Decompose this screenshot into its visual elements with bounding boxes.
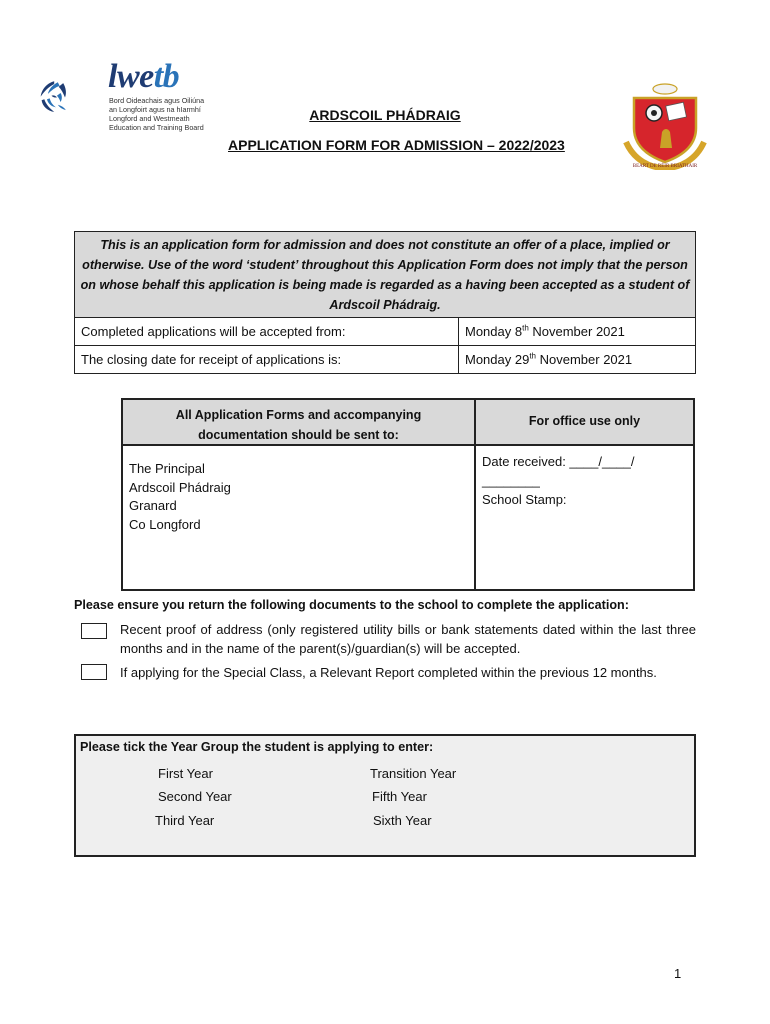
date-received-field[interactable]: Date received: ____/____/: [482, 454, 635, 469]
table-row: [75, 346, 695, 373]
send-to-column: [123, 400, 476, 589]
special-class-report-item: If applying for the Special Class, a Relevant Report completed within the previous 12 months.: [120, 665, 657, 680]
page-number: 1: [674, 966, 682, 981]
logo-subtitle: Bord Oideachais agus Oiliúna an Longfoirt agus na hIarmhí Longford and Westmeath Education and Training Board: [109, 96, 205, 132]
info-table: [74, 231, 696, 374]
proof-of-address-checkbox[interactable]: [81, 623, 107, 639]
office-use-header: For office use only: [476, 400, 693, 446]
option-first-year[interactable]: First Year: [158, 766, 213, 781]
documents-title: Please ensure you return the following documents to the school to complete the application:: [74, 598, 629, 612]
logo-wordmark: lwetb: [108, 58, 180, 95]
school-name: ARDSCOIL PHÁDRAIG: [309, 107, 461, 123]
special-class-report-checkbox[interactable]: [81, 664, 107, 680]
closing-date-value: Monday 29th November 2021: [465, 351, 633, 367]
office-use-column: [476, 400, 693, 589]
svg-text:BEART DE RÉIR BRIATHAIR: BEART DE RÉIR BRIATHAIR: [632, 164, 698, 169]
table-row: [75, 318, 695, 346]
opening-date-value: Monday 8th November 2021: [465, 323, 625, 339]
option-transition-year[interactable]: Transition Year: [370, 766, 457, 781]
option-sixth-year[interactable]: Sixth Year: [373, 813, 432, 828]
postal-address: The Principal Ardscoil Phádraig Granard Co Longford: [129, 461, 231, 532]
option-second-year[interactable]: Second Year: [158, 789, 232, 804]
school-stamp-field[interactable]: School Stamp:: [482, 492, 567, 507]
opening-date-label: Completed applications will be accepted from:: [75, 318, 459, 345]
lwetb-logo-icon: [38, 60, 110, 135]
proof-of-address-item: Recent proof of address (only registered utility bills or bank statements dated within the last three months and in the name of the parent(s)/guardian(s) will be accepted.: [120, 622, 696, 656]
date-received-line: ________: [482, 473, 540, 488]
form-title: APPLICATION FORM FOR ADMISSION – 2022/2023: [228, 137, 565, 153]
closing-date-label: The closing date for receipt of applications is:: [75, 346, 459, 373]
send-to-header: All Application Forms and accompanying documentation should be sent to:: [123, 400, 474, 446]
year-group-title: Please tick the Year Group the student is applying to enter:: [80, 740, 434, 754]
disclaimer-note: This is an application form for admission and does not constitute an offer of a place, implied or otherwise. Use of the word ‘student’ throughout this Application Form does not imply that the person on whose behalf this application is being made is regarded as a having been accepted as a student of Ardscoil Phádraig.: [75, 232, 695, 318]
option-fifth-year[interactable]: Fifth Year: [372, 789, 427, 804]
school-crest-icon: [620, 80, 710, 170]
option-third-year[interactable]: Third Year: [155, 813, 215, 828]
address-table: [121, 398, 695, 591]
